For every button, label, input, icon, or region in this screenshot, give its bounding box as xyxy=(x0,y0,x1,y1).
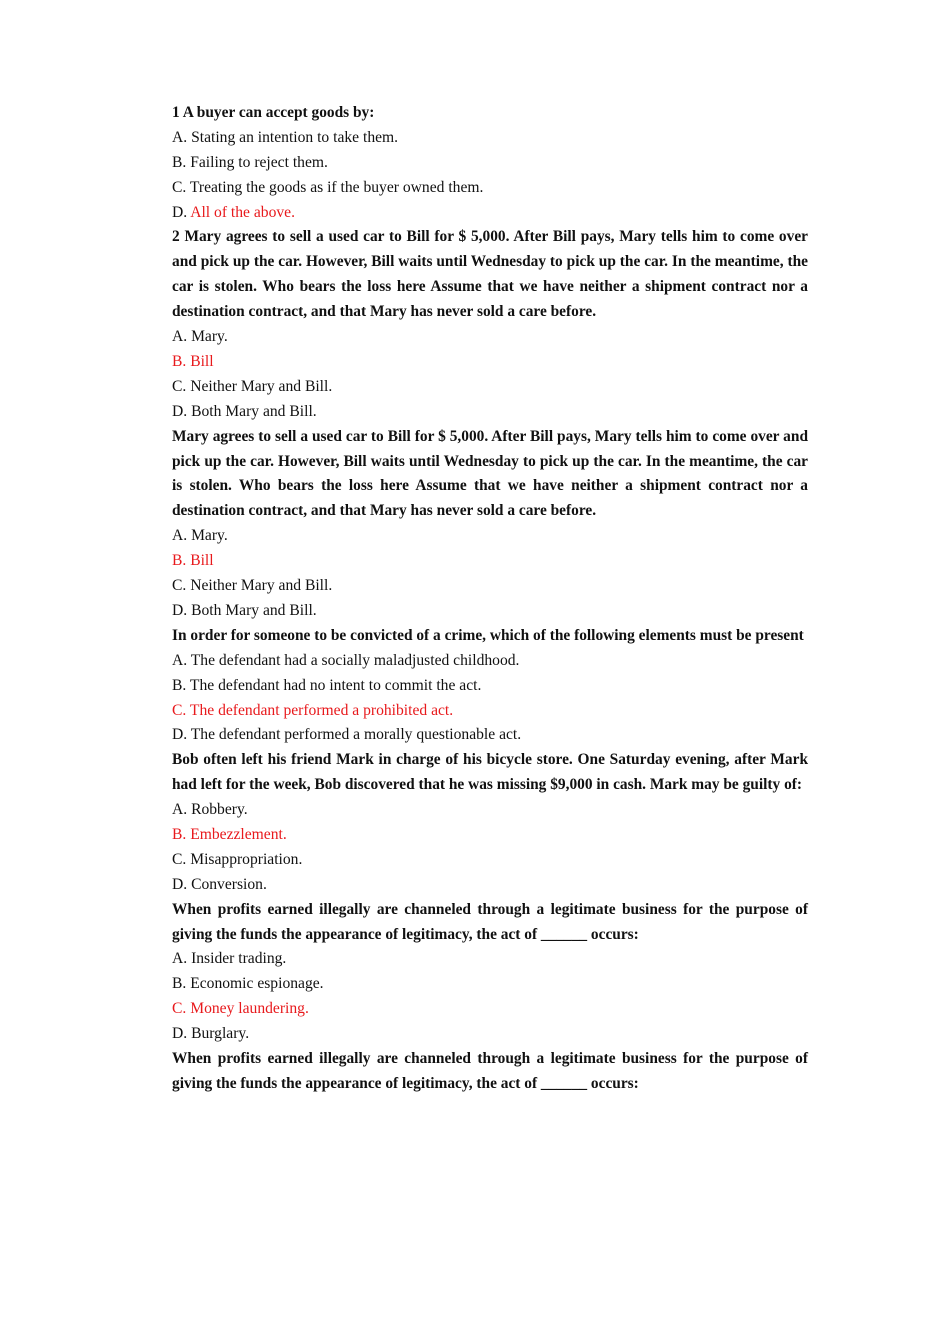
option-text-correct: Money laundering. xyxy=(190,1000,309,1018)
answer-option xyxy=(172,873,808,898)
option-label: A. xyxy=(172,328,192,346)
option-label: A. xyxy=(172,527,192,545)
question-block xyxy=(172,898,808,1047)
answer-option xyxy=(172,176,808,201)
option-text: Economic espionage. xyxy=(190,975,324,993)
question-text: When profits earned illegally are channeled through a legitimate business for the purpose of giving the funds the appearance of legitimacy, the act of ______ occurs: xyxy=(172,900,808,943)
question-block xyxy=(172,225,808,424)
option-label: B. xyxy=(172,676,190,694)
question-text: When profits earned illegally are channeled through a legitimate business for the purpose of giving the funds the appearance of legitimacy, the act of ______ occurs: xyxy=(172,1050,808,1092)
answer-option-correct xyxy=(172,823,808,848)
question-text: 2 Mary agrees to sell a used car to Bill for $ 5,000. After Bill pays, Mary tells him to come over and pick up the car. However, Bill waits until Wednesday to pick up the car. In the meantime, the car is stolen. Who bears the loss here Assume that we have neither a shipment contract nor a destination contract, and that Mary has never sold a care before. xyxy=(172,228,808,321)
option-label: C. xyxy=(172,377,191,395)
question-text: Bob often left his friend Mark in charge of his bicycle store. One Saturday evening, after Mark had left for the week, Bob discovered that he was missing $9,000 in cash. Mark may be guilty of: xyxy=(172,751,808,794)
option-text: Failing to reject them. xyxy=(190,153,328,171)
option-label: B. xyxy=(172,352,191,370)
answer-option xyxy=(172,574,808,599)
option-label: D. xyxy=(172,1025,192,1043)
option-label: D. xyxy=(172,203,191,221)
option-text-correct: The defendant performed a prohibited act. xyxy=(189,701,454,719)
answer-option xyxy=(172,723,808,748)
answer-option xyxy=(172,151,808,176)
answer-option-correct xyxy=(172,699,808,724)
option-text: Burglary. xyxy=(191,1025,250,1043)
question-text: 1 A buyer can accept goods by: xyxy=(172,104,375,121)
document-page xyxy=(172,101,808,1097)
option-label: A. xyxy=(172,128,192,146)
question-block xyxy=(172,425,808,624)
option-text-correct: Bill xyxy=(190,352,214,370)
question-block xyxy=(172,1047,808,1097)
option-text: The defendant had no intent to commit the act. xyxy=(189,676,482,694)
question-block xyxy=(172,624,808,748)
option-text: The defendant had a socially maladjusted childhood. xyxy=(190,651,520,669)
option-label: C. xyxy=(172,850,191,868)
option-label: D. xyxy=(172,726,191,744)
answer-option xyxy=(172,400,808,425)
answer-option-correct xyxy=(172,201,808,226)
option-label: D. xyxy=(172,402,192,420)
option-text: Mary. xyxy=(191,527,228,545)
option-label: B. xyxy=(172,975,191,993)
option-text: Conversion. xyxy=(191,875,267,893)
option-text: Neither Mary and Bill. xyxy=(190,577,333,595)
option-label: C. xyxy=(172,1000,191,1018)
answer-option xyxy=(172,126,808,151)
option-text: Stating an intention to take them. xyxy=(191,128,399,146)
answer-option xyxy=(172,649,808,674)
answer-option-correct xyxy=(172,350,808,375)
option-text: Misappropriation. xyxy=(190,850,303,868)
option-text: Treating the goods as if the buyer owned them. xyxy=(189,178,484,196)
answer-option xyxy=(172,599,808,624)
option-text: The defendant performed a morally questionable act. xyxy=(190,726,522,744)
answer-option xyxy=(172,798,808,823)
option-label: D. xyxy=(172,875,192,893)
question-block xyxy=(172,101,808,225)
option-label: D. xyxy=(172,601,192,619)
answer-option xyxy=(172,325,808,350)
option-text: Mary. xyxy=(191,328,228,346)
answer-option xyxy=(172,375,808,400)
option-label: A. xyxy=(172,651,191,669)
option-label: C. xyxy=(172,577,191,595)
answer-option xyxy=(172,972,808,997)
option-label: A. xyxy=(172,801,192,819)
option-text: Both Mary and Bill. xyxy=(191,402,317,420)
option-label: C. xyxy=(172,701,190,719)
option-text: Both Mary and Bill. xyxy=(191,601,317,619)
option-text-correct: Bill xyxy=(190,552,214,570)
answer-option xyxy=(172,524,808,549)
answer-option xyxy=(172,674,808,699)
answer-option xyxy=(172,1022,808,1047)
option-label: B. xyxy=(172,153,191,171)
option-label: A. xyxy=(172,950,192,968)
answer-option-correct xyxy=(172,549,808,574)
option-text: Neither Mary and Bill. xyxy=(190,377,333,395)
option-text-correct: All of the above. xyxy=(190,203,295,221)
option-text-correct: Embezzlement. xyxy=(190,826,287,843)
answer-option xyxy=(172,848,808,873)
question-block xyxy=(172,748,808,897)
question-text: Mary agrees to sell a used car to Bill for $ 5,000. After Bill pays, Mary tells him to come over and pick up the car. However, Bill waits until Wednesday to pick up the car. In the meantime, the car is stolen. Who bears the loss here Assume that we have neither a shipment contract nor a destination contract, and that Mary has never sold a care before. xyxy=(172,427,808,520)
option-text: Robbery. xyxy=(191,801,248,819)
option-label: B. xyxy=(172,826,191,843)
answer-option xyxy=(172,947,808,972)
answer-option-correct xyxy=(172,997,808,1022)
question-text: In order for someone to be convicted of a crime, which of the following elements must be present xyxy=(172,626,804,644)
option-label: C. xyxy=(172,178,190,196)
option-text: Insider trading. xyxy=(191,950,287,968)
option-label: B. xyxy=(172,552,191,570)
